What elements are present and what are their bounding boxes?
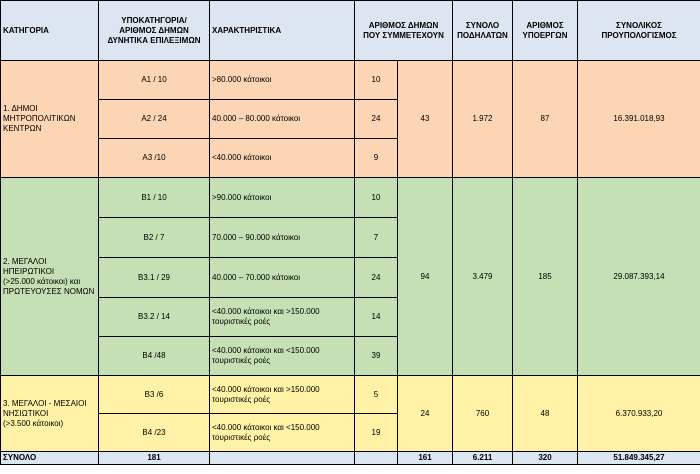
- participating-count-cell: 14: [355, 298, 398, 337]
- bikes-cell: 3.479: [453, 178, 513, 376]
- characteristics-line: 40.000 – 70.000 κάτοικοι: [212, 272, 300, 282]
- header-projects-line: ΑΡΙΘΜΟΣ: [526, 20, 564, 30]
- characteristics-line: 70.000 – 90.000 κάτοικοι: [212, 232, 300, 242]
- characteristics-cell: [210, 414, 355, 452]
- category-line: 3. ΜΕΓΑΛΟΙ - ΜΕΣΑΙΟΙ: [3, 398, 87, 408]
- header-projects-line: ΥΠΟΕΡΓΩΝ: [522, 30, 568, 40]
- participating-count-cell: 10: [355, 178, 398, 218]
- header-bikes-line: ΠΟΔΗΛΑΤΩΝ: [457, 30, 508, 40]
- table-row: [1, 61, 700, 100]
- header-participating: [355, 1, 453, 61]
- totals-label: ΣΥΝΟΛΟ: [1, 452, 99, 465]
- characteristics-line: <40.000 κάτοικοι και >150.000: [212, 307, 320, 316]
- participating-count-cell: 9: [355, 139, 398, 178]
- category-cell: [1, 61, 99, 178]
- budget-cell: 29.087.393,14: [578, 178, 700, 376]
- characteristics-cell: [210, 258, 355, 298]
- subcategory-cell: Β3 /6: [99, 376, 210, 414]
- projects-cell: 48: [513, 376, 578, 452]
- header-budget-line: ΠΡΟΥΠΟΛΟΓΙΣΜΟΣ: [601, 30, 677, 40]
- characteristics-line: >80.000 κάτοικοι: [212, 75, 272, 84]
- header-subcategory-line: ΔΥΝΗΤΙΚΑ ΕΠΙΛΕΞΙΜΩΝ: [107, 35, 201, 45]
- participating-count-cell: 24: [355, 258, 398, 298]
- characteristics-line: <40.000 κάτοικοι και <150.000: [212, 346, 320, 355]
- header-bikes-line: ΣΥΝΟΛΟ: [465, 20, 500, 30]
- bikes-cell: 1.972: [453, 61, 513, 178]
- projects-cell: 87: [513, 61, 578, 178]
- category-line: ΗΠΕΙΡΩΤΙΚΟΙ: [3, 266, 55, 276]
- characteristics-cell: [210, 61, 355, 100]
- totals-participating: 161: [398, 452, 453, 465]
- totals-empty: [210, 452, 355, 465]
- characteristics-cell: [210, 100, 355, 139]
- participating-count-cell: 10: [355, 61, 398, 100]
- header-projects: [513, 1, 578, 61]
- subcategory-cell: Β1 / 10: [99, 178, 210, 218]
- header-budget: [578, 1, 700, 61]
- characteristics-line: >90.000 κάτοικοι: [212, 192, 272, 202]
- header-bikes: [453, 1, 513, 61]
- participating-count-cell: 7: [355, 218, 398, 258]
- subcategory-cell: Β4 /23: [99, 414, 210, 452]
- participating-total-cell: 43: [398, 61, 453, 178]
- totals-empty: [355, 452, 398, 465]
- characteristics-line: τουριστικές ροές: [212, 317, 271, 326]
- header-category: ΚΑΤΗΓΟΡΙΑ: [1, 1, 99, 61]
- characteristics-cell: [210, 337, 355, 376]
- characteristics-cell: [210, 218, 355, 258]
- header-subcategory: [99, 1, 210, 61]
- totals-bikes: 6.211: [453, 452, 513, 465]
- characteristics-cell: [210, 139, 355, 178]
- header-subcategory-line: ΑΡΙΘΜΟΣ ΔΗΜΩΝ: [119, 25, 189, 35]
- totals-projects: 320: [513, 452, 578, 465]
- participating-count-cell: 5: [355, 376, 398, 414]
- header-characteristics: ΧΑΡΑΚΤΗΡΙΣΤΙΚΑ: [210, 1, 355, 61]
- participating-total-cell: 24: [398, 376, 453, 452]
- budget-cell: 6.370.933,20: [578, 376, 700, 452]
- category-line: (>25.000 κάτοικοι) και: [3, 276, 81, 286]
- category-line: ΚΕΝΤΡΩΝ: [3, 124, 42, 133]
- subcategory-cell: Α2 / 24: [99, 100, 210, 139]
- totals-subcategory: 181: [99, 452, 210, 465]
- subcategory-cell: Α3 /10: [99, 139, 210, 178]
- table-row: [1, 178, 700, 218]
- bikes-cell: 760: [453, 376, 513, 452]
- header-row: [1, 1, 700, 61]
- table-row: [1, 376, 700, 414]
- characteristics-cell: [210, 178, 355, 218]
- characteristics-line: τουριστικές ροές: [212, 432, 271, 442]
- participating-count-cell: 19: [355, 414, 398, 452]
- characteristics-cell: [210, 298, 355, 337]
- totals-budget: 51.849.345,27: [578, 452, 700, 465]
- category-line: ΜΗΤΡΟΠΟΛΙΤΙΚΩΝ: [3, 114, 76, 123]
- category-cell: [1, 376, 99, 452]
- participating-count-cell: 39: [355, 337, 398, 376]
- header-participating-line: ΠΟΥ ΣΥΜΜΕΤΕΧΟΥΝ: [363, 30, 444, 40]
- subcategory-cell: Β2 / 7: [99, 218, 210, 258]
- projects-cell: 185: [513, 178, 578, 376]
- category-line: 2. ΜΕΓΑΛΟΙ: [3, 256, 47, 266]
- characteristics-cell: [210, 376, 355, 414]
- totals-row: [1, 452, 700, 465]
- category-line: 1. ΔΗΜΟΙ: [3, 104, 38, 113]
- category-line: (>3.500 κάτοικοι): [3, 418, 64, 428]
- header-subcategory-line: ΥΠΟΚΑΤΗΓΟΡΙΑ/: [121, 15, 187, 25]
- header-participating-line: ΑΡΙΘΜΟΣ ΔΗΜΩΝ: [368, 20, 439, 30]
- category-line: ΠΡΩΤΕΥΟΥΣΕΣ ΝΟΜΩΝ: [3, 286, 95, 296]
- characteristics-line: <40.000 κάτοικοι και >150.000: [212, 384, 320, 394]
- category-cell: [1, 178, 99, 376]
- subcategory-cell: Α1 / 10: [99, 61, 210, 100]
- subcategory-cell: Β4 /48: [99, 337, 210, 376]
- characteristics-line: τουριστικές ροές: [212, 356, 271, 365]
- characteristics-line: <40.000 κάτοικοι και <150.000: [212, 422, 320, 432]
- subcategory-cell: Β3.2 / 14: [99, 298, 210, 337]
- characteristics-line: <40.000 κάτοικοι: [212, 153, 272, 162]
- budget-cell: 16.391.018,93: [578, 61, 700, 178]
- category-line: ΝΗΣΙΩΤΙΚΟΙ: [3, 408, 49, 418]
- header-budget-line: ΣΥΝΟΛΙΚΟΣ: [616, 20, 662, 30]
- participating-total-cell: 94: [398, 178, 453, 376]
- characteristics-line: τουριστικές ροές: [212, 394, 271, 404]
- subcategory-cell: Β3.1 / 29: [99, 258, 210, 298]
- characteristics-line: 40.000 – 80.000 κάτοικοι: [212, 114, 300, 123]
- participating-count-cell: 24: [355, 100, 398, 139]
